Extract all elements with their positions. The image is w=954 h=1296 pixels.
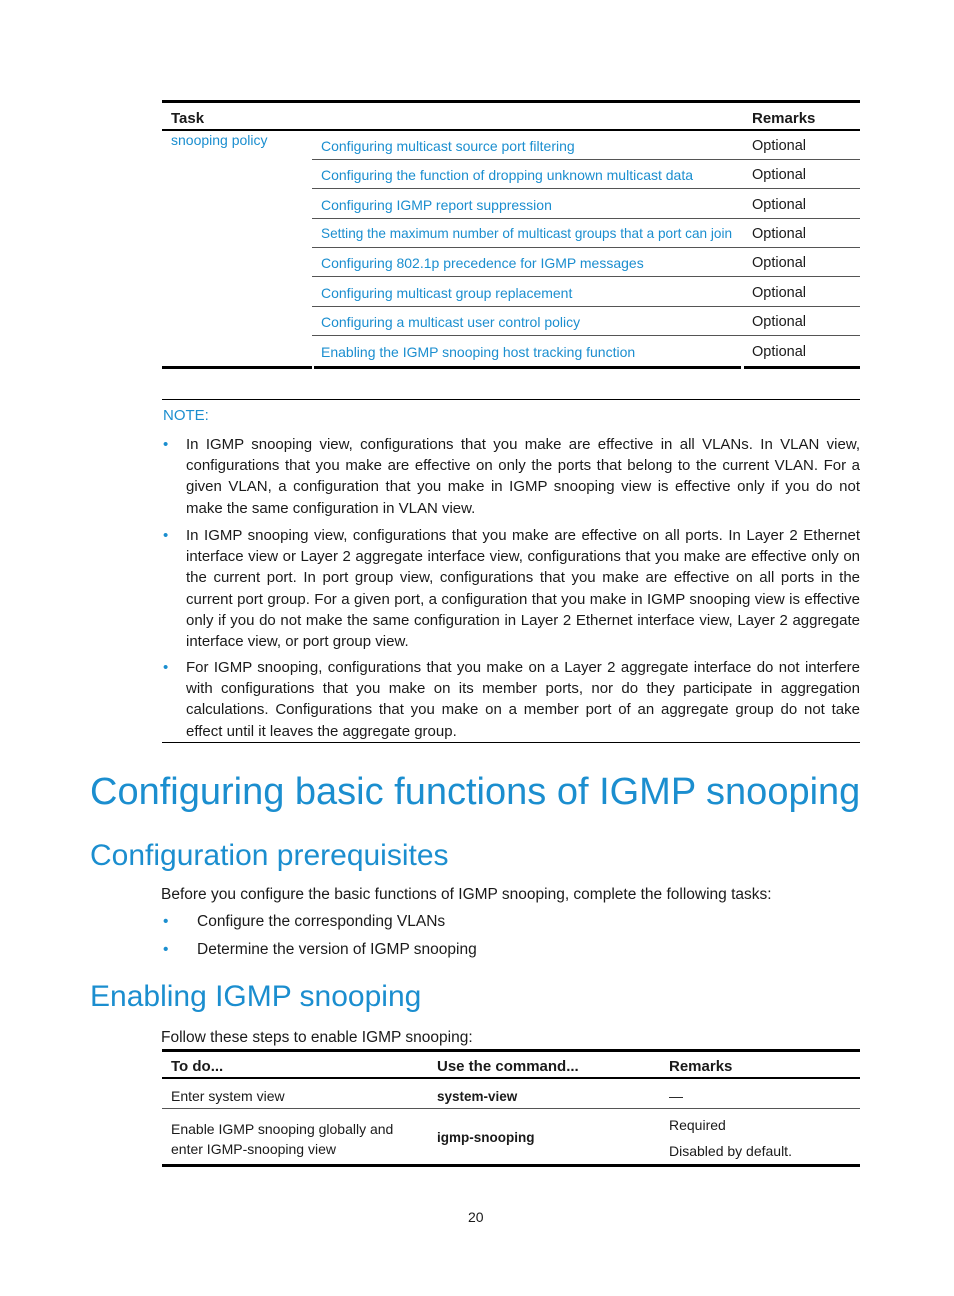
row-divider [312, 276, 860, 277]
main-heading: Configuring basic functions of IGMP snooping [90, 771, 861, 813]
task-link[interactable]: Enabling the IGMP snooping host tracking function [321, 344, 636, 360]
task-link[interactable]: Configuring 802.1p precedence for IGMP messages [321, 255, 644, 271]
table-bottom-rule [314, 366, 741, 369]
note-bottom-rule [162, 742, 860, 743]
table-top-rule [162, 1049, 860, 1052]
command-cell: igmp-snooping [437, 1130, 535, 1145]
remarks-cell: Optional [752, 138, 807, 154]
prerequisites-heading: Configuration prerequisites [90, 839, 449, 872]
list-item-text: Configure the corresponding VLANs [197, 913, 446, 930]
enabling-intro: Follow these steps to enable IGMP snooping: [161, 1029, 473, 1046]
remarks-cell: Optional [752, 285, 807, 301]
note-text: In IGMP snooping view, configurations that you make are effective on all ports. In Layer 2 Ethernet interface view or Layer 2 aggregate interface view, configurations that you make are effective only on the current port. In port group view, configurations that you make are effective on all ports in the current port group. For a given port, a configuration that you make in IGMP snooping view is effective only if you do not make the same configuration in Layer 2 Ethernet interface view, Layer 2 aggregate interface view, or port group view. [186, 527, 860, 651]
remarks-cell: Optional [752, 314, 807, 330]
table-row [312, 160, 860, 189]
task-link[interactable]: Configuring multicast source port filtering [321, 138, 575, 154]
todo-cell: Enable IGMP snooping globally and enter IGMP-snooping view [171, 1121, 394, 1157]
remarks-cell: Required [669, 1117, 726, 1133]
table-row [312, 190, 860, 219]
bullet-icon: • [163, 659, 169, 676]
table-bottom-rule [162, 1164, 860, 1167]
table-row [312, 219, 860, 248]
note-text: In IGMP snooping view, configurations that you make are effective in all VLANs. In VLAN view, configurations that you make are effective on only the ports that belong to the current VLAN. For a given VLAN, a configuration that you make in IGMP snooping view is effective only if you do not make the same configuration in VLAN view. [186, 436, 860, 517]
note-text: For IGMP snooping, configurations that you make on a Layer 2 aggregate interface do not interfere with configurations that you make on its member ports, nor do they participate in aggregation calculations. Configurations that you make on a member port of an aggregate group do not take effect until it leaves the aggregate group. [186, 659, 860, 740]
bullet-icon: • [163, 436, 169, 453]
header-todo: To do... [171, 1058, 224, 1075]
enabling-heading: Enabling IGMP snooping [90, 980, 422, 1013]
table-row [312, 248, 860, 277]
list-item-text: Determine the version of IGMP snooping [197, 941, 477, 958]
note-top-rule [162, 399, 860, 400]
task-link[interactable]: Setting the maximum number of multicast groups that a port can join [321, 226, 733, 241]
remarks-cell: Optional [752, 167, 807, 183]
note-item [163, 657, 860, 742]
header-remarks: Remarks [669, 1058, 733, 1075]
header-command: Use the command... [437, 1058, 579, 1075]
list-item [163, 941, 477, 959]
remarks-cell: Optional [752, 344, 807, 360]
note-item [163, 525, 860, 652]
todo-cell: Enter system view [171, 1088, 285, 1104]
snooping-policy-link[interactable]: snooping policy [171, 132, 268, 148]
command-cell: system-view [437, 1089, 518, 1104]
remarks-cell: Disabled by default. [669, 1143, 792, 1159]
row-divider [312, 188, 860, 189]
remarks-cell: Optional [752, 197, 807, 213]
command-table [162, 1049, 860, 1167]
bullet-icon: • [163, 913, 169, 930]
header-remarks: Remarks [752, 110, 816, 127]
list-item [163, 913, 446, 931]
remarks-cell: Optional [752, 255, 807, 271]
note-label: NOTE: [163, 407, 209, 424]
bullet-icon: • [163, 941, 169, 958]
note-item [163, 434, 860, 519]
task-link[interactable]: Configuring a multicast user control policy [321, 314, 581, 330]
prerequisites-intro: Before you configure the basic functions of IGMP snooping, complete the following tasks: [161, 886, 772, 903]
task-link[interactable]: Configuring IGMP report suppression [321, 197, 552, 213]
table-top-rule [162, 100, 860, 103]
header-rule [162, 1077, 860, 1079]
note-box [162, 399, 860, 743]
table-bottom-rule [744, 366, 860, 369]
table-row [312, 337, 860, 366]
bullet-icon: • [163, 527, 169, 544]
task-link[interactable]: Configuring multicast group replacement [321, 285, 573, 301]
task-link[interactable]: Configuring the function of dropping unknown multicast data [321, 167, 694, 183]
remarks-cell: — [669, 1088, 683, 1104]
page-number: 20 [468, 1209, 484, 1225]
header-task: Task [171, 110, 205, 127]
table-bottom-rule [162, 366, 312, 369]
table-row [312, 131, 860, 160]
table-row [312, 278, 860, 307]
row-divider [162, 1108, 860, 1109]
remarks-cell: Optional [752, 226, 807, 242]
row-divider [312, 335, 860, 336]
table-row [312, 307, 860, 336]
